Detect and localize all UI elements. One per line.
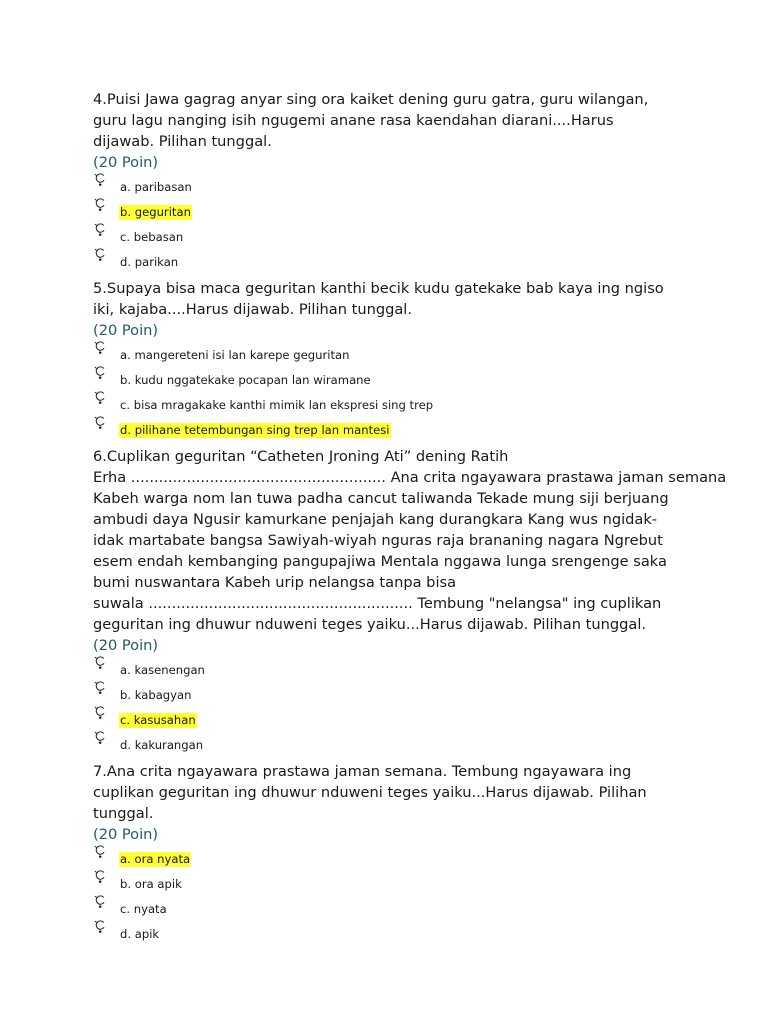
question-points: (20 Poin) [93,154,159,171]
question-points: (20 Poin) [93,322,159,339]
question-text-line: Kabeh warga nom lan tuwa padha cancut taliwanda Tekade mung siji berjuang [93,490,669,507]
radio-button-icon[interactable] [94,655,106,671]
option-label-highlighted: c. kasusahan [120,713,196,727]
option-label: b. ora apik [120,877,182,891]
option-item[interactable] [93,875,693,900]
option-item[interactable] [93,371,693,396]
option-item[interactable] [93,686,693,711]
question-text-line: guru lagu nanging isih ngugemi anane rasa kaendahan diarani....Harus [93,112,614,129]
option-item[interactable] [93,178,693,203]
question-text-line: esem endah kembanging pangupajiwa Mentala nggawa lunga srengenge saka [93,553,667,570]
option-label: a. mangereteni isi lan karepe geguritan [120,348,350,362]
option-item[interactable] [93,711,693,736]
question-text-line: 4.Puisi Jawa gagrag anyar sing ora kaiket dening guru gatra, guru wilangan, [93,91,649,108]
radio-button-icon[interactable] [94,869,106,885]
option-item[interactable] [93,421,693,446]
option-item[interactable] [93,396,693,421]
question-text-line: dijawab. Pilihan tunggal. [93,133,272,150]
option-label: a. paribasan [120,180,192,194]
options-list [93,661,693,761]
question-text-line: 7.Ana crita ngayawara prastawa jaman semana. Tembung ngayawara ing [93,763,632,780]
question-text [93,446,727,635]
option-item[interactable] [93,346,693,371]
question-text-line: geguritan ing dhuwur nduweni teges yaiku...Harus dijawab. Pilihan tunggal. [93,616,647,633]
option-label: b. kabagyan [120,688,192,702]
question-points: (20 Poin) [93,826,159,843]
option-item[interactable] [93,925,693,950]
option-label: d. parikan [120,255,179,269]
question-text-line: cuplikan geguritan ing dhuwur nduweni teges yaiku...Harus dijawab. Pilihan [93,784,647,801]
option-label: c. nyata [120,902,167,916]
option-label-highlighted: b. geguritan [120,205,191,219]
radio-button-icon[interactable] [94,365,106,381]
radio-button-icon[interactable] [94,172,106,188]
radio-button-icon[interactable] [94,894,106,910]
question-text-line: ambudi daya Ngusir kamurkane penjajah kang durangkara Kang wus ngidak- [93,511,658,528]
options-list [93,850,693,950]
question-block [93,761,693,950]
question-block [93,89,693,278]
radio-button-icon[interactable] [94,247,106,263]
radio-button-icon[interactable] [94,197,106,213]
option-label: c. bisa mragakake kanthi mimik lan ekspresi sing trep [120,398,434,412]
option-item[interactable] [93,228,693,253]
option-label: a. kasenengan [120,663,205,677]
radio-button-icon[interactable] [94,705,106,721]
radio-button-icon[interactable] [94,340,106,356]
option-label: b. kudu nggatekake pocapan lan wiramane [120,373,371,387]
question-text-line: suwala ......................................................... Tembung "nelangsa" ing cuplikan [93,595,662,612]
option-label: c. bebasan [120,230,184,244]
question-text-line: tunggal. [93,805,154,822]
question-text-line: iki, kajaba....Harus dijawab. Pilihan tunggal. [93,301,412,318]
question-text [93,761,693,824]
option-item[interactable] [93,203,693,228]
question-block [93,278,693,446]
question-text-line: 5.Supaya bisa maca geguritan kanthi becik kudu gatekake bab kaya ing ngiso [93,280,664,297]
option-item[interactable] [93,253,693,278]
options-list [93,346,693,446]
quiz-page [93,89,727,950]
radio-button-icon[interactable] [94,415,106,431]
question-points: (20 Poin) [93,637,159,654]
radio-button-icon[interactable] [94,919,106,935]
radio-button-icon[interactable] [94,390,106,406]
radio-button-icon[interactable] [94,680,106,696]
radio-button-icon[interactable] [94,844,106,860]
option-label-highlighted: a. ora nyata [120,852,191,866]
question-text-line: idak martabate bangsa Sawiyah-wiyah nguras raja brananing nagara Ngrebut [93,532,663,549]
radio-button-icon[interactable] [94,730,106,746]
option-item[interactable] [93,850,693,875]
question-block [93,446,727,761]
radio-button-icon[interactable] [94,222,106,238]
option-item[interactable] [93,661,693,686]
option-item[interactable] [93,900,693,925]
question-text-line: bumi nuswantara Kabeh urip nelangsa tanpa bisa [93,574,457,591]
option-label: d. apik [120,927,160,941]
options-list [93,178,693,278]
option-label: d. kakurangan [120,738,204,752]
question-text-line: 6.Cuplikan geguritan “Catheten Jroning Ati” dening Ratih [93,448,509,465]
question-text [93,278,693,320]
option-label-highlighted: d. pilihane tetembungan sing trep lan mantesi [120,423,390,437]
question-text-line: Erha ....................................................... Ana crita ngayawara prastawa jaman semana [93,469,727,486]
option-item[interactable] [93,736,693,761]
question-text [93,89,693,152]
